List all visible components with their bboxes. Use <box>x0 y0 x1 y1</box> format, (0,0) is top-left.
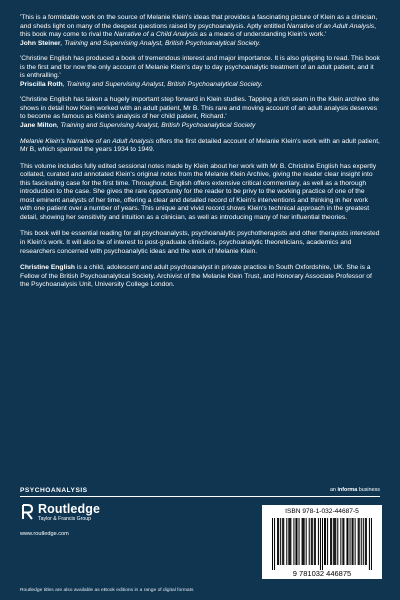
description-paragraph: This book will be essential reading for all psychoanalysts, psychoanalytic psychotherapists and other therapists interested in Klein's work. It will also be of interest to post-graduate clinicians, psychoanalytic theoreticians, academics and researchers concerned with psychoanalytic ideas and the work of Melanie Klein. <box>20 230 380 255</box>
description-paragraph: This volume includes fully edited sessional notes made by Klein about her work with Mr B. Christine English has expertly collated, curated and annotated Klein's original notes from the Melanie Klein Archive, giving the reader clear insight into this fascinating case for the first time. Throughout, English offers extensive critical commentary, as well as a thorough introduction to the case. She gives the rare opportunity for the reader to be privy to the working practice of one of the most eminent analysts of her time, offering a clear and detailed record of Klein's interventions and thinking in her work with one patient over a number of years. This unique and vivid record shows Klein's technical approach in the greatest detail, showing her sensitivity and intuition as a clinician, as well as introducing many of her influential theories. <box>20 162 377 221</box>
endorsement-quote <box>20 14 380 48</box>
informa-business-mark: an informa business <box>329 487 380 493</box>
barcode-bar <box>371 518 372 570</box>
quote-text: 'This is a formidable work on the source of Melanie Klein's ideas that provides a fascinating picture of Klein as a clinician, and sheds light on many of the deepest questions raised by psychoanalysis. Aptly entitled Narrative of an Adult Analysis, this book may come to rival the Narrative of a Child Analysis as a means of understanding Klein's work.' <box>20 14 378 39</box>
barcode-bar <box>322 518 323 570</box>
barcode-bar <box>274 518 275 570</box>
barcode-bar <box>347 518 348 565</box>
barcode-bar <box>365 518 366 565</box>
barcode-bar <box>290 518 291 565</box>
barcode-bar <box>361 518 362 565</box>
barcode-bar <box>295 518 296 565</box>
barcode-bar <box>314 518 315 565</box>
barcode-bar <box>277 518 278 565</box>
barcode-bar <box>296 518 297 565</box>
barcode-bar <box>299 518 300 565</box>
barcode-bar <box>343 518 344 565</box>
barcode-bar <box>318 518 319 565</box>
barcode-bar <box>289 518 290 565</box>
publisher-website: www.routledge.com <box>20 531 69 537</box>
routledge-icon <box>20 503 34 521</box>
publisher-group: Taylor & Francis Group <box>38 516 92 522</box>
barcode-icon <box>262 518 382 579</box>
barcode-bar <box>309 518 310 565</box>
barcode-bar <box>366 518 367 565</box>
barcode-bar <box>340 518 341 565</box>
barcode-bar <box>288 518 289 565</box>
barcode-bar <box>353 518 354 565</box>
barcode-bar <box>350 518 351 565</box>
barcode-bar <box>358 518 359 565</box>
author-bio: Christine English is a child, adolescent and adult psychoanalyst in private practice in South Oxfordshire, UK. She is a Fellow of the British Psychoanalytical Society, Archivist of the Melanie Klein Trust, and Honorary Associate Professor of the Psychoanalysis Unit, University College London. <box>20 264 372 289</box>
barcode-bar <box>304 518 305 565</box>
barcode-digits: 9 781032 446875 <box>292 569 352 578</box>
barcode-bar <box>286 518 287 565</box>
quote-attribution: Jane Milton, Training and Supervising Analyst, British Psychoanalytical Society <box>20 122 256 130</box>
barcode-bar <box>325 518 326 565</box>
barcode-bar <box>337 518 338 565</box>
barcode-bar <box>334 518 335 565</box>
barcode-bar <box>363 518 364 565</box>
barcode-bar <box>282 518 283 565</box>
barcode-bar <box>335 518 336 565</box>
isbn-barcode <box>262 505 382 579</box>
barcode-bar <box>324 518 325 565</box>
subject-category: PSYCHOANALYSIS <box>20 487 88 494</box>
barcode-bar <box>342 518 343 565</box>
barcode-bar <box>355 518 356 565</box>
barcode-bar <box>359 518 360 565</box>
barcode-bar <box>303 518 304 565</box>
quote-attribution: John Steiner, Training and Supervising Analyst, British Psychoanalytical Society. <box>20 39 261 47</box>
barcode-bar <box>330 518 331 565</box>
barcode-bar <box>278 518 279 565</box>
barcode-bar <box>302 518 303 565</box>
barcode-bar <box>320 518 321 570</box>
isbn-label: ISBN 978-1-032-44687-5 <box>285 508 359 515</box>
barcode-bar <box>311 518 312 565</box>
barcode-bar <box>280 518 281 565</box>
quote-attribution: Priscilla Roth, Training and Supervising Analyst, British Psychoanalytical Society. <box>20 80 263 88</box>
barcode-bar <box>312 518 313 565</box>
barcode-bar <box>333 518 334 565</box>
footer-divider <box>20 496 380 497</box>
barcode-bar <box>272 518 273 570</box>
routledge-logo <box>20 503 100 522</box>
quote-text: 'Christine English has produced a book of tremendous interest and major importance. It is also gripping to read. This book is the first and for now the only account of Melanie Klein's day to day psychoanalytic treatment of an adult patient, and it is enthralling.' <box>20 55 380 80</box>
quote-text: 'Christine English has taken a hugely important step forward in Klein studies. Tapping a rich seam in the Klein archive she shows in detail how Klein worked with an adult patient, Mr B. This rare and moving account of an adult analysis deserves to become as famous as Klein's analysis of her child patient, Richard.' <box>20 96 380 121</box>
barcode-bar <box>369 518 370 570</box>
endorsement-quote <box>20 55 380 89</box>
barcode-bar <box>293 518 294 565</box>
barcode-bar <box>315 518 316 565</box>
back-cover-text <box>20 14 380 298</box>
barcode-bar <box>283 518 284 565</box>
publisher-name: Routledge <box>38 502 101 516</box>
barcode-bar <box>306 518 307 565</box>
description-paragraph: Melanie Klein's Narrative of an Adult Analysis offers the first detailed account of Melanie Klein's work with an adult patient, Mr B, which spanned the years 1934 to 1949. <box>20 137 380 154</box>
barcode-bar <box>346 518 347 565</box>
endorsement-quote <box>20 96 380 130</box>
barcode-bar <box>327 518 328 565</box>
ebook-note: Routledge titles are also available as eBook editions in a range of digital formats <box>20 588 194 593</box>
barcode-bar <box>352 518 353 565</box>
barcode-bar <box>331 518 332 565</box>
